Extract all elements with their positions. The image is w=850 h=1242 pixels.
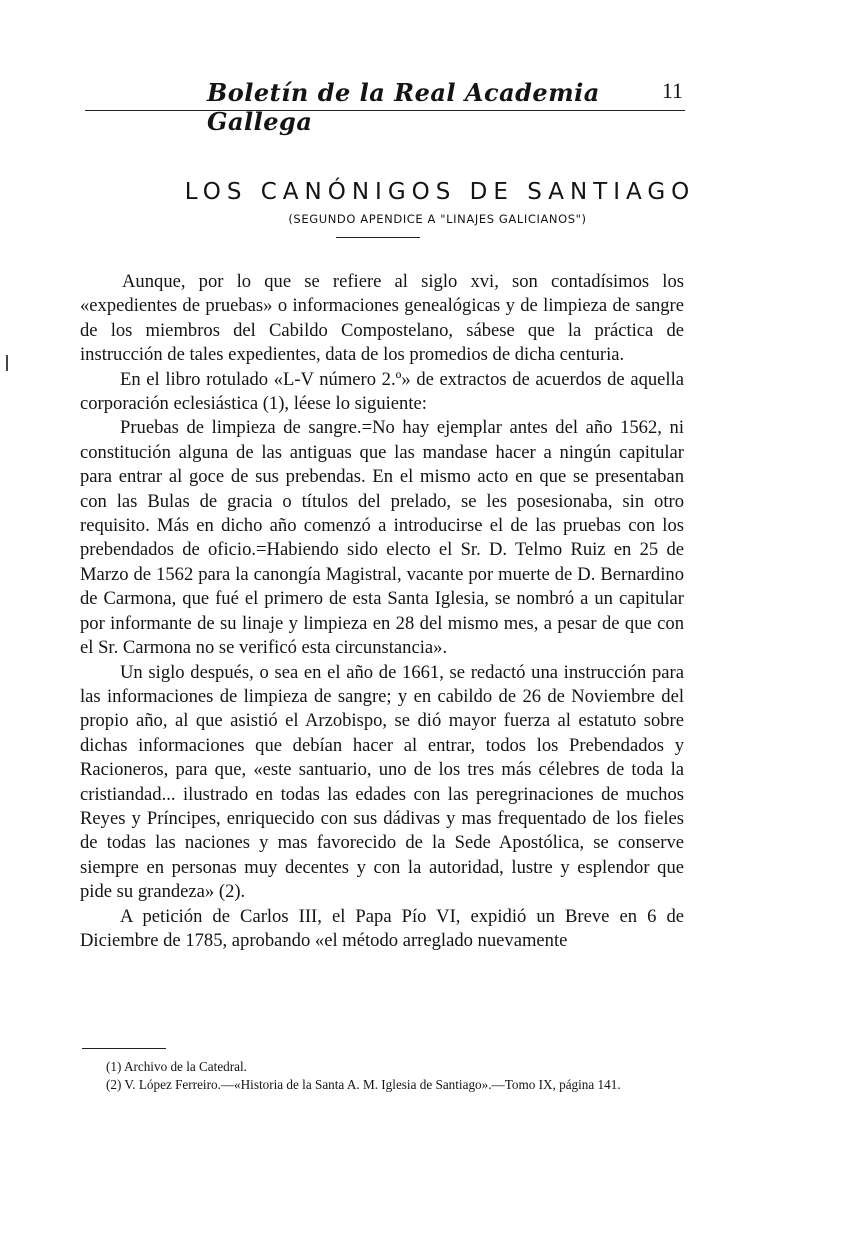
article-title: LOS CANÓNIGOS DE SANTIAGO [184,179,696,205]
footnote-rule [82,1048,166,1049]
paragraph: Pruebas de limpieza de sangre.=No hay ejemplar antes del año 1562, ni constitución alguna de las antiguas que las mandase hacer a ningún capitular para entrar al goce de sus prebendas. En el mismo acto en que se presentaban con las Bulas de gracia o títulos del prelado, se les posesionaba, sin otro requisito. Más en dicho año comenzó a introducirse el de las pruebas con los prebendados de oficio.=Habiendo sido electo el Sr. D. Telmo Ruiz en 25 de Marzo de 1562 para la canongía Magistral, vacante por muerte de D. Bernardino de Carmona, que fué el primero de esta Santa Iglesia, se nombró a un capitular por informante de su linaje y limpieza en 28 del mismo mes, a pesar de que con el Sr. Carmona no se verificó esta circunstancia». [80,417,684,659]
header-rule [85,110,685,111]
article-subtitle: (SEGUNDO APENDICE A "LINAJES GALICIANOS") [288,212,587,226]
article-body [80,270,684,953]
page-number: 11 [661,78,683,103]
margin-mark [6,355,8,371]
title-rule [336,237,420,238]
paragraph: Aunque, por lo que se refiere al siglo xvi, son contadísimos los «expedientes de pruebas» o informaciones genealógicas y de limpieza de sangre de los miembros del Cabildo Compostelano, sábese que la práctica de instrucción de tales expedientes, data de los promedios de dicha centuria. [80,271,684,366]
footnotes [80,1058,684,1093]
paragraph: Un siglo después, o sea en el año de 1661, se redactó una instrucción para las informaciones de limpieza de sangre; y en cabildo de 26 de Noviembre del propio año, al que asistió el Arzobispo, se dió mayor fuerza al estatuto sobre dichas informaciones que debían hacer al entrar, todos los Prebendados y Racioneros, para que, «este santuario, uno de los tres más célebres de toda la cristiandad... ilustrado en todas las edades con las peregrinaciones de muchos Reyes y Príncipes, enriquecido con sus dádivas y mas frequentado de los fieles de todas las naciones y mas favorecido de la Sede Apostólica, se conserve siempre en personas muy decentes y con la autoridad, lustre y esplendor que pide su grandeza» (2). [80,661,684,903]
paragraph: A petición de Carlos III, el Papa Pío VI, expidió un Breve en 6 de Diciembre de 1785, aprobando «el método arreglado nuevamente [80,905,684,951]
footnote: (1) Archivo de la Catedral. [106,1059,247,1074]
footnote: (2) V. López Ferreiro.—«Historia de la Santa A. M. Iglesia de Santiago».—Tomo IX, página 141. [106,1076,621,1092]
running-title: Boletín de la Real Academia Gallega [207,78,600,136]
running-header [85,78,685,136]
paragraph: En el libro rotulado «L-V número 2.º» de extractos de acuerdos de aquella corporación eclesiástica (1), léese lo siguiente: [80,368,684,415]
